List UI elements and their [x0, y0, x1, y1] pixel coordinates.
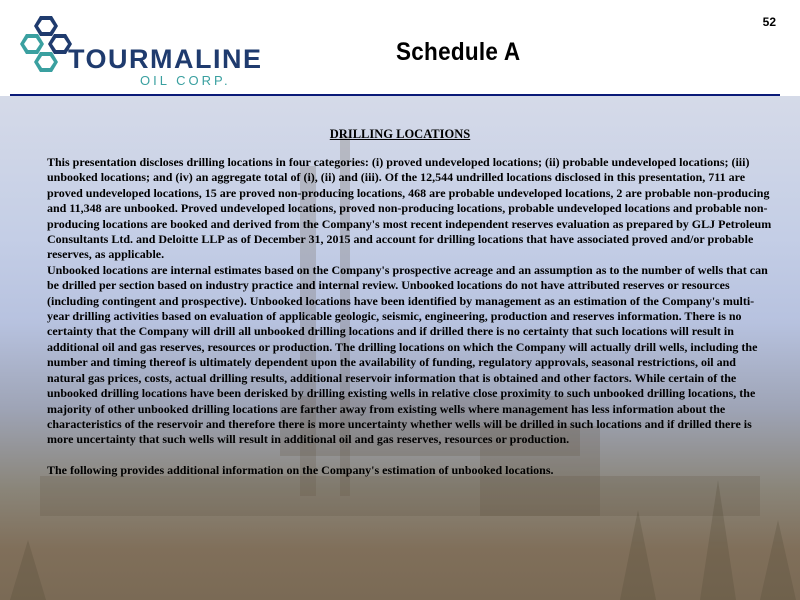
logo-subtitle: OIL CORP. — [140, 73, 231, 88]
page-title: Schedule A — [396, 38, 521, 66]
paragraph: Unbooked locations are internal estimates based on the Company's prospective acreage and an assumption as to the number of wells that can be drilled per section based on industry practice and internal review. Unbooked locations do not have attributed reserves or resources (including contingent and prospective). Unbooked locations have been identified by management as an estimation of the Company's multi-year drilling activities based on evaluation of applicable geologic, seismic, engineering, production and reserves information. There is no certainty that the Company will drill all unbooked drilling locations and if drilled there is no certainty that such locations will result in additional oil and gas reserves, resources or production. The drilling locations on which the Company will actually drill wells, including the number and timing thereof is ultimately dependent upon the availability of funding, regulatory approvals, seasonal restrictions, oil and natural gas prices, costs, actual drilling results, additional reservoir information that is obtained and other factors. While certain of the unbooked drilling locations have been derisked by drilling existing wells in relative close proximity to such unbooked drilling locations, the majority of other unbooked drilling locations are farther away from existing wells where management has less information about the characteristics of the reservoir and therefore there is more uncertainty whether wells will be drilled in such locations and if drilled there is more uncertainty that such wells will result in additional oil and gas reserves, resources or production. — [47, 262, 768, 447]
company-logo — [20, 14, 263, 88]
logo-name: TOURMALINE — [68, 44, 263, 74]
paragraph: The following provides additional information on the Company's estimation of unbooked locations. — [47, 463, 554, 478]
section-heading: DRILLING LOCATIONS — [329, 127, 471, 141]
body-text — [47, 155, 775, 479]
paragraph: This presentation discloses drilling locations in four categories: (i) proved undeveloped locations; (ii) probable undeveloped locations; (iii) unbooked locations; and (iv) an aggregate total of (i), (ii) and (iii). Of the 12,544 undrilled locations disclosed in this presentation, 711 are proved undeveloped locations, 15 are proved non-producing locations, 468 are probable undeveloped locations, 2 are probable non-producing and 11,348 are unbooked. Proved undeveloped locations, proved non-producing locations, probable undeveloped locations and probable non-producing locations are booked and derived from the Company's most recent independent reserves evaluation as prepared by GLJ Petroleum Consultants Ltd. and Deloitte LLP as of December 31, 2015 and account for drilling locations that have associated proved and/or probable reserves, as applicable. — [47, 155, 772, 262]
page-number: 52 — [762, 15, 776, 29]
